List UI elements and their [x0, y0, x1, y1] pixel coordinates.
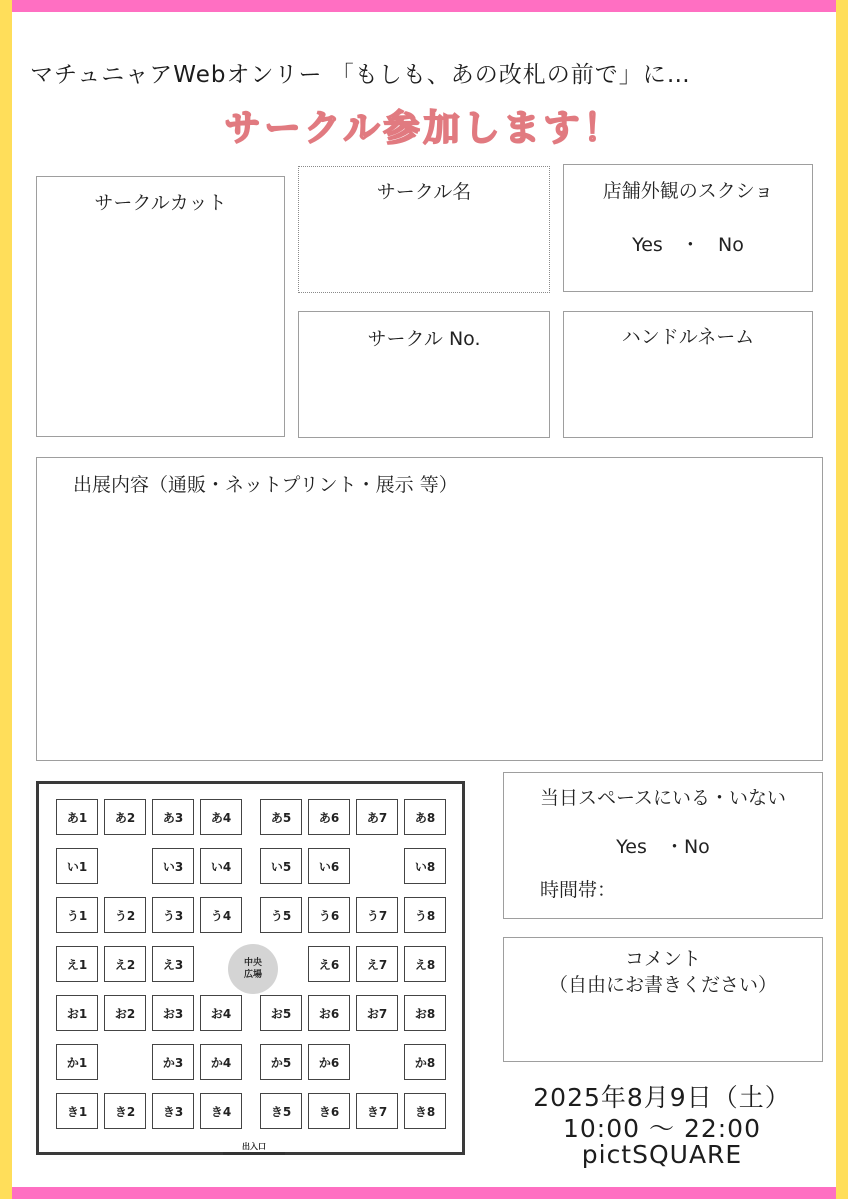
booth-cell: え3: [152, 946, 194, 982]
event-platform: pictSQUARE: [581, 1140, 743, 1169]
booth-cell: お8: [404, 995, 446, 1031]
day-presence-options: Yes ・No: [616, 836, 710, 858]
booth-cell: か5: [260, 1044, 302, 1080]
booth-cell: き3: [152, 1093, 194, 1129]
booth-cell: い5: [260, 848, 302, 884]
event-date: 2025年8月9日（土）: [533, 1083, 791, 1112]
booth-cell: う4: [200, 897, 242, 933]
circle-name-label: サークル名: [376, 181, 472, 203]
booth-cell: か3: [152, 1044, 194, 1080]
booth-cell: き5: [260, 1093, 302, 1129]
booth-cell: え8: [404, 946, 446, 982]
booth-cell: あ2: [104, 799, 146, 835]
page-title: マチュニャアWebオンリー 「もしも、あの改札の前で」に…: [30, 62, 691, 88]
booth-cell: え1: [56, 946, 98, 982]
booth-cell: お6: [308, 995, 350, 1031]
central-plaza: [228, 944, 278, 994]
event-time: 10:00 〜 22:00: [563, 1114, 761, 1143]
booth-cell: お7: [356, 995, 398, 1031]
booth-cell: う5: [260, 897, 302, 933]
booth-cell: え7: [356, 946, 398, 982]
storefront-label: 店舗外観のスクショ: [602, 180, 774, 202]
booth-cell: う8: [404, 897, 446, 933]
booth-cell: き7: [356, 1093, 398, 1129]
booth-cell: か1: [56, 1044, 98, 1080]
day-presence-label: 当日スペースにいる・いない: [539, 787, 787, 809]
booth-cell: お5: [260, 995, 302, 1031]
floor-map: [36, 781, 465, 1155]
booth-cell: か4: [200, 1044, 242, 1080]
booth-cell: き8: [404, 1093, 446, 1129]
booth-cell: あ4: [200, 799, 242, 835]
booth-cell: き1: [56, 1093, 98, 1129]
booth-cell: う2: [104, 897, 146, 933]
handle-name-label: ハンドルネーム: [621, 326, 755, 348]
booth-cell: あ5: [260, 799, 302, 835]
circle-no-box[interactable]: [298, 311, 550, 438]
booth-cell: あ3: [152, 799, 194, 835]
booth-cell: う6: [308, 897, 350, 933]
comment-box[interactable]: [503, 937, 823, 1062]
booth-cell: う1: [56, 897, 98, 933]
top-border: [0, 0, 848, 12]
booth-cell: う7: [356, 897, 398, 933]
day-presence-box[interactable]: [503, 772, 823, 919]
booth-cell: え6: [308, 946, 350, 982]
exhibit-content-label: 出展内容（通販・ネットプリント・展示 等）: [73, 474, 458, 496]
left-border: [0, 0, 12, 1199]
plaza-label-line1: 中央: [243, 958, 262, 968]
booth-cell: い1: [56, 848, 98, 884]
time-slot-label: 時間帯：: [540, 879, 617, 901]
comment-title: コメント: [624, 948, 701, 970]
page-subtitle: サークル参加します！: [224, 108, 624, 149]
storefront-options: Yes ・ No: [632, 234, 744, 256]
plaza-label-line2: 広場: [243, 970, 262, 980]
right-border: [836, 0, 848, 1199]
circle-no-label: サークル No.: [367, 328, 481, 350]
booth-cell: い3: [152, 848, 194, 884]
handle-name-box[interactable]: [563, 311, 813, 438]
bottom-border: [0, 1187, 848, 1199]
booth-cell: お1: [56, 995, 98, 1031]
booth-cell: い6: [308, 848, 350, 884]
booth-cell: お2: [104, 995, 146, 1031]
booth-cell: あ6: [308, 799, 350, 835]
booth-cell: い4: [200, 848, 242, 884]
booth-cell: い8: [404, 848, 446, 884]
entrance-marker: [223, 1152, 285, 1155]
entrance-label: 出入口: [242, 1142, 266, 1151]
storefront-box[interactable]: [563, 164, 813, 292]
circle-cut-label: サークルカット: [94, 192, 227, 214]
circle-cut-box[interactable]: [36, 176, 285, 437]
booth-cell: お4: [200, 995, 242, 1031]
circle-name-box[interactable]: [298, 166, 550, 293]
booth-cell: き6: [308, 1093, 350, 1129]
booth-cell: う3: [152, 897, 194, 933]
booth-cell: え2: [104, 946, 146, 982]
booth-cell: き2: [104, 1093, 146, 1129]
booth-cell: あ1: [56, 799, 98, 835]
comment-note: （自由にお書きください）: [548, 974, 777, 996]
exhibit-content-box[interactable]: [36, 457, 823, 761]
booth-cell: あ7: [356, 799, 398, 835]
booth-cell: お3: [152, 995, 194, 1031]
booth-cell: か8: [404, 1044, 446, 1080]
booth-cell: あ8: [404, 799, 446, 835]
booth-cell: き4: [200, 1093, 242, 1129]
booth-cell: か6: [308, 1044, 350, 1080]
